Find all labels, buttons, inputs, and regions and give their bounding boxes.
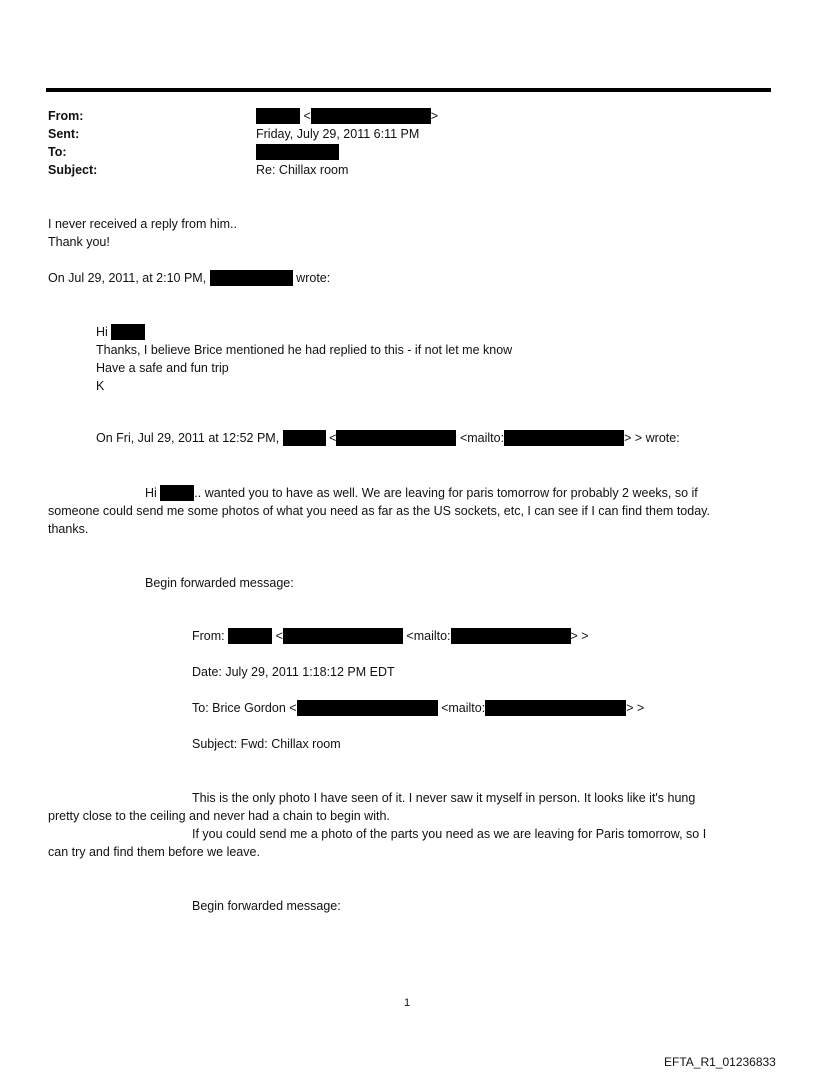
fwd-subject-line: Subject: Fwd: Chillax room [192,737,341,751]
subject-value: Re: Chillax room [256,163,349,177]
reply1-line-1: Thanks, I believe Brice mentioned he had replied to this - if not let me know [96,343,513,357]
body-line-1: I never received a reply from him.. [48,217,237,231]
reply1-line-2: Have a safe and fun trip [96,361,229,375]
redaction-block [111,324,145,340]
to-value [256,144,339,160]
msg2-line-1: Hi .. wanted you to have as well. We are leaving for paris tomorrow for probably 2 weeks, so if [145,486,698,500]
fwd-body-line-1: This is the only photo I have seen of it. I never saw it myself in person. It looks like it's hung [192,791,696,805]
redaction-block [451,628,571,644]
redaction-block [256,108,300,124]
fwd-body-line-2: pretty close to the ceiling and never had a chain to begin with. [48,809,390,823]
header-rule [46,88,771,92]
fwd-from-line: From: < <mailto: > > [192,629,589,643]
page-number: 1 [404,997,411,1009]
reply1-greeting: Hi [96,324,145,340]
redaction-block [210,270,293,286]
from-label: From: [48,109,84,123]
msg2-line-2: someone could send me some photos of what you need as far as the US sockets, etc, I can see if I can find them today. [48,504,710,518]
fwd-to-line: To: Brice Gordon < <mailto: > > [192,701,645,715]
redaction-block [283,628,403,644]
document-id: EFTA_R1_01236833 [664,1055,776,1069]
from-value: < > [256,108,438,124]
redaction-block [311,108,431,124]
fwd-date-line: Date: July 29, 2011 1:18:12 PM EDT [192,665,395,679]
quote-intro-2: On Fri, Jul 29, 2011 at 12:52 PM, < <mailto: > > wrote: [96,431,680,445]
begin-forwarded-1: Begin forwarded message: [145,576,294,590]
to-label: To: [48,145,67,159]
fwd-body-line-3: If you could send me a photo of the parts you need as we are leaving for Paris tomorrow, so I [192,827,707,841]
quote-intro-1: On Jul 29, 2011, at 2:10 PM, wrote: [48,271,331,285]
redaction-block [283,430,326,446]
redaction-block [504,430,624,446]
begin-forwarded-2: Begin forwarded message: [192,899,341,913]
msg2-line-3: thanks. [48,522,89,536]
subject-label: Subject: [48,163,98,177]
body-line-2: Thank you! [48,235,110,249]
redaction-block [256,144,339,160]
redaction-block [160,485,194,501]
redaction-block [297,700,438,716]
fwd-body-line-4: can try and find them before we leave. [48,845,260,859]
sent-value: Friday, July 29, 2011 6:11 PM [256,127,420,141]
sent-label: Sent: [48,127,80,141]
redaction-block [336,430,456,446]
redaction-block [228,628,272,644]
reply1-line-3: K [96,379,105,393]
redaction-block [485,700,626,716]
